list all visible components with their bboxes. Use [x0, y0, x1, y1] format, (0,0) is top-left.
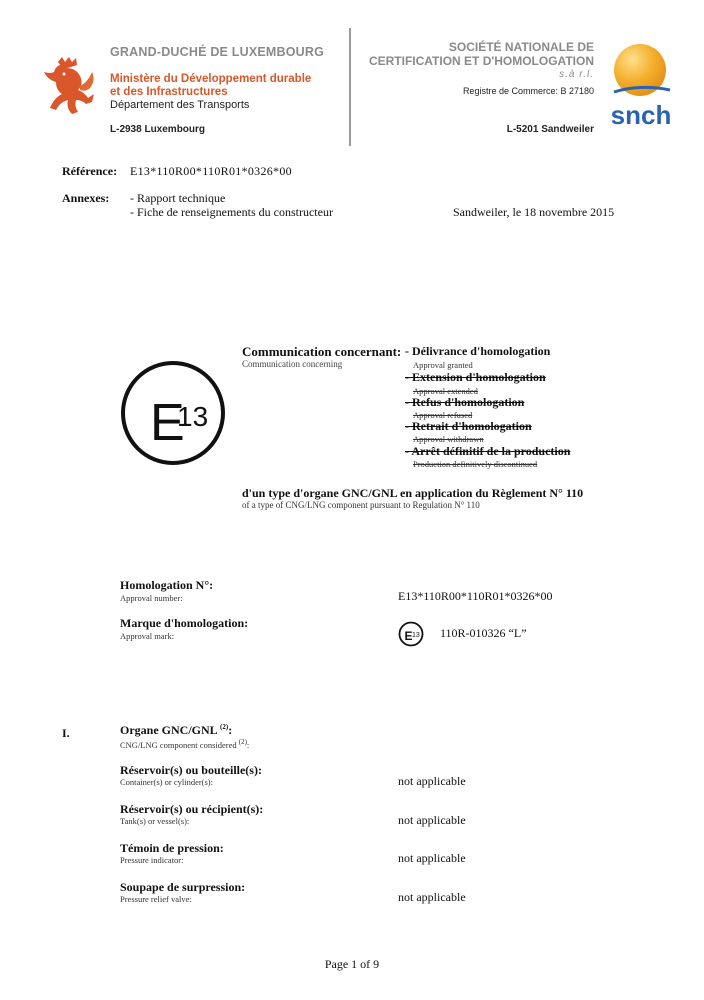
- field-label: Témoin de pression:: [120, 841, 224, 855]
- red-lion-icon: [40, 56, 98, 120]
- header-ministry-line2: et des Infrastructures: [110, 86, 228, 98]
- approval-number-label-en: Approval number:: [120, 593, 183, 603]
- option-label: - Refus d'homologation: [405, 395, 525, 409]
- section-title-sup: (2): [220, 723, 229, 731]
- component-type-line: d'un type d'organe GNC/GNL en application du Règlement N° 110: [242, 486, 584, 500]
- option-sub: Approval extended: [413, 386, 478, 396]
- field-label: Soupape de surpression:: [120, 880, 246, 894]
- field-value: not applicable: [398, 813, 466, 827]
- header-divider: [349, 28, 351, 146]
- option-label: - Arrêt définitif de la production: [405, 444, 571, 458]
- reference-label: Référence:: [62, 164, 118, 178]
- header-org-line2: CERTIFICATION ET D'HOMOLOGATION: [368, 54, 594, 68]
- mark-number: 13: [177, 401, 209, 432]
- section-subtitle-suffix: :: [246, 739, 250, 750]
- option-sub: Approval granted: [413, 360, 473, 370]
- field-value: not applicable: [398, 851, 466, 865]
- annex-item: - Rapport technique: [130, 191, 226, 205]
- section-title: [120, 723, 232, 738]
- snch-logo-text: snch: [610, 100, 672, 130]
- header-country: GRAND-DUCHÉ DE LUXEMBOURG: [110, 45, 325, 59]
- mark-letter: E: [150, 394, 185, 452]
- approval-number-value: E13*110R00*110R01*0326*00: [398, 589, 553, 603]
- field-label-en: Tank(s) or vessel(s):: [120, 816, 190, 826]
- option-label: - Retrait d'homologation: [405, 419, 532, 433]
- header-legal-form: s.à r.l.: [559, 69, 594, 80]
- section-title-suffix: :: [228, 723, 233, 737]
- place-date: Sandweiler, le 18 novembre 2015: [453, 205, 615, 219]
- communication-title: Communication concernant:: [242, 344, 402, 359]
- option-sub: Approval withdrawn: [413, 434, 484, 444]
- field-value: not applicable: [398, 774, 466, 788]
- field-label-en: Pressure indicator:: [120, 855, 184, 865]
- field-label-en: Container(s) or cylinder(s):: [120, 777, 213, 787]
- section-number: I.: [62, 726, 70, 740]
- communication-title-en: Communication concerning: [242, 359, 343, 369]
- reference-value: E13*110R00*110R01*0326*00: [130, 164, 292, 178]
- field-label-en: Pressure relief valve:: [120, 894, 192, 904]
- annexes-label: Annexes:: [62, 191, 110, 205]
- approval-mark-value: 110R-010326 “L”: [440, 626, 527, 640]
- small-mark-letter: E: [404, 629, 413, 643]
- section-subtitle-sup: (2): [238, 738, 247, 746]
- header-right-address: L-5201 Sandweiler: [506, 124, 594, 135]
- field-value: not applicable: [398, 890, 466, 904]
- small-mark-number: 13: [412, 632, 420, 639]
- header-ministry-line1: Ministère du Développement durable: [110, 73, 312, 85]
- section-subtitle-text: CNG/LNG component considered: [120, 739, 237, 750]
- option-label: - Extension d'homologation: [405, 370, 546, 384]
- field-label: Réservoir(s) ou bouteille(s):: [120, 763, 262, 777]
- option-sub: Approval refused: [413, 410, 473, 420]
- option-sub: Production definitively discontinued: [413, 459, 538, 469]
- field-label: Réservoir(s) ou récipient(s):: [120, 802, 264, 816]
- header-registry: Registre de Commerce: B 27180: [462, 86, 594, 96]
- approval-number-label: Homologation N°:: [120, 578, 214, 592]
- annex-item: - Fiche de renseignements du constructeur: [130, 205, 333, 219]
- header-left-address: L-2938 Luxembourg: [110, 124, 206, 135]
- option-label: - Délivrance d'homologation: [405, 344, 551, 358]
- approval-mark-label-en: Approval mark:: [120, 631, 175, 641]
- page-number: Page 1 of 9: [324, 957, 380, 971]
- header-org-line1: SOCIÉTÉ NATIONALE DE: [448, 40, 594, 54]
- section-subtitle: [120, 738, 249, 750]
- section-title-text: Organe GNC/GNL: [120, 723, 218, 737]
- snch-logo: [604, 40, 678, 130]
- header-department: Département des Transports: [110, 99, 250, 111]
- e13-small-mark-icon: [398, 621, 424, 647]
- approval-mark-label: Marque d'homologation:: [120, 616, 249, 630]
- component-type-line-en: of a type of CNG/LNG component pursuant to Regulation N° 110: [242, 500, 480, 510]
- e13-approval-mark-icon: [120, 360, 226, 466]
